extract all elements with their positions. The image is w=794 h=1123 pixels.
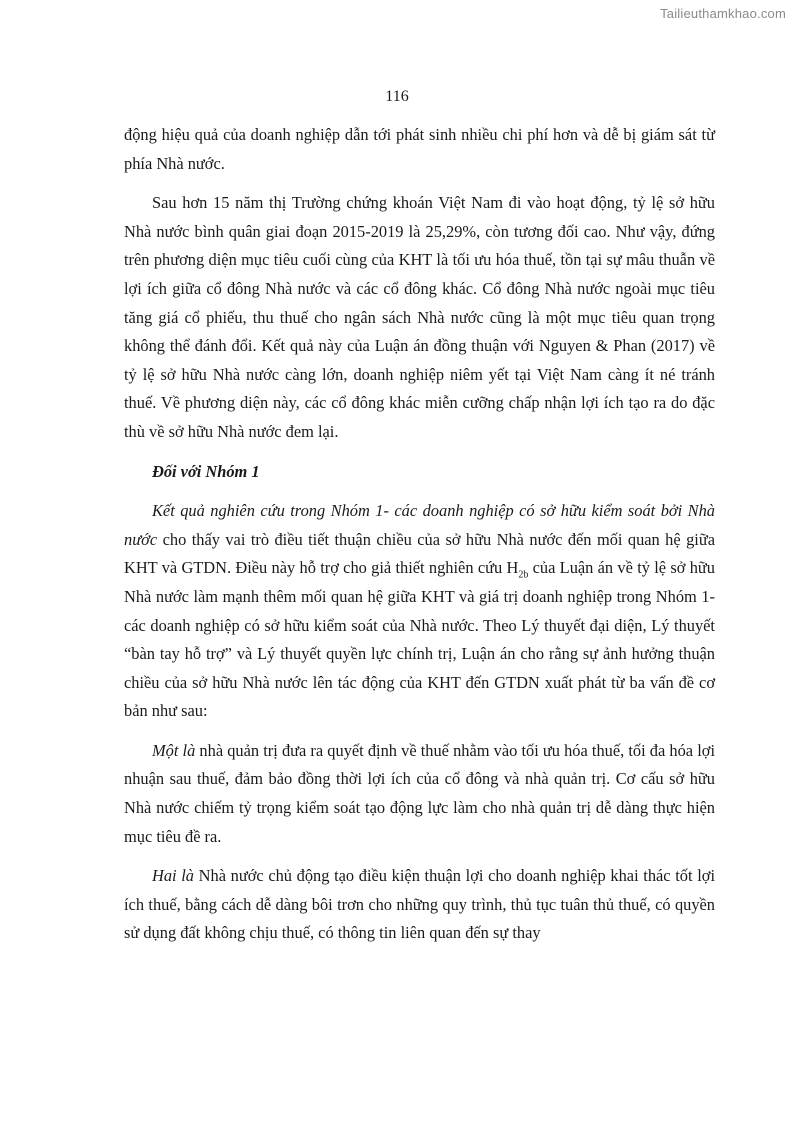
first-reason-lead: Một là	[152, 740, 196, 760]
second-reason-lead: Hai là	[152, 866, 194, 886]
document-body	[124, 121, 715, 959]
group-1-text-b: của Luận án về tỷ lệ sở hữu Nhà nước làm mạnh thêm mối quan hệ giữa KHT và giá trị doanh nghiệp trong Nhóm 1- các doanh nghiệp có sở hữu kiểm soát của Nhà nước. Theo Lý thuyết đại diện, Lý thuyết “bàn tay hỗ trợ” và Lý thuyết quyền lực chính trị, Luận án cho rằng sự ảnh hưởng thuận chiều của sở hữu Nhà nước lên tác động của KHT đến GTDN xuất phát từ ba vấn đề cơ bản như sau:	[124, 558, 716, 721]
first-reason-text: nhà quản trị đưa ra quyết định về thuế nhằm vào tối ưu hóa thuế, tối đa hóa lợi nhuận sau thuế, đảm bảo đồng thời lợi ích của cổ đông và nhà quản trị. Cơ cấu sở hữu Nhà nước chiếm tỷ trọng kiểm soát tạo động lực làm cho nhà quản trị dễ dàng thực hiện mục tiêu đề ra.	[124, 740, 715, 846]
page-number: 116	[385, 88, 409, 105]
paragraph-group-1-results	[124, 497, 715, 726]
group-1-italic-lead: Kết quả nghiên cứu trong Nhóm 1- các doanh nghiệp có sở hữu kiểm soát bởi Nhà nước	[124, 501, 715, 549]
group-1-text-a: cho thấy vai trò điều tiết thuận chiều của sở hữu Nhà nước đến mối quan hệ giữa KHT và GTDN. Điều này hỗ trợ cho giả thiết nghiên cứu H	[124, 529, 715, 578]
hypothesis-subscript: 2b	[518, 569, 529, 581]
watermark: Tailieuthamkhao.com	[660, 6, 786, 21]
paragraph-state-ownership: Sau hơn 15 năm thị Trường chứng khoán Việt Nam đi vào hoạt động, tỷ lệ sở hữu Nhà nước bình quân giai đoạn 2015-2019 là 25,29%, còn tương đối cao. Như vậy, đứng trên phương diện mục tiêu cuối cùng của KHT là tối ưu hóa thuế, tồn tại sự mâu thuẫn về lợi ích giữa cổ đông Nhà nước và các cổ đông khác. Cổ đông Nhà nước ngoài mục tiêu tăng giá cổ phiếu, thu thuế cho ngân sách Nhà nước cũng là một mục tiêu quan trọng không thể đánh đổi. Kết quả này của Luận án đồng thuận với Nguyen & Phan (2017) về tỷ lệ sở hữu Nhà nước càng lớn, doanh nghiệp niêm yết tại Việt Nam càng ít né tránh thuế. Về phương diện này, các cổ đông khác miễn cưỡng chấp nhận lợi ích tạo ra do đặc thù về sở hữu Nhà nước đem lại.	[124, 193, 715, 441]
paragraph-first-reason	[124, 737, 715, 851]
second-reason-text: Nhà nước chủ động tạo điều kiện thuận lợi cho doanh nghiệp khai thác tốt lợi ích thuế, bằng cách dễ dàng bôi trơn cho những quy trình, thủ tục tuân thủ thuế, có quyền sử dụng đất không chịu thuế, có thông tin liên quan đến sự thay	[124, 866, 715, 943]
paragraph-second-reason	[124, 862, 715, 948]
section-heading-group-1: Đối với Nhóm 1	[152, 461, 260, 481]
paragraph-continuation: động hiệu quả của doanh nghiệp dẫn tới phát sinh nhiều chi phí hơn và dễ bị giám sát từ phía Nhà nước.	[124, 125, 715, 173]
